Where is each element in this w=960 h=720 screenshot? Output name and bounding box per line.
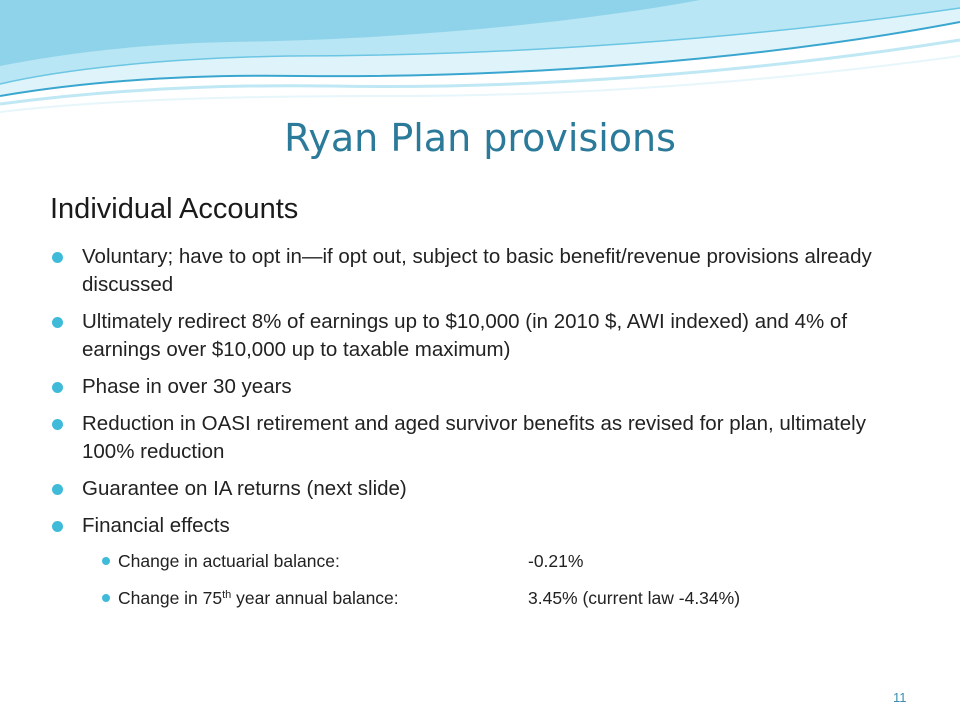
sub-bullet-item [50, 586, 900, 610]
sub-bullet-value: 3.45% (current law -4.34%) [528, 588, 741, 608]
bullet-item [50, 373, 900, 401]
bullet-dot-icon [52, 252, 63, 263]
bullet-text: Guarantee on IA returns (next slide) [82, 477, 407, 500]
bullet-item [50, 243, 900, 299]
slide-subtitle: Individual Accounts [50, 193, 299, 225]
bullet-text: Reduction in OASI retirement and aged survivor benefits as revised for plan, ultimately 100% reduction [82, 412, 866, 463]
sub-bullet-dot-icon [102, 557, 110, 565]
bullet-item [50, 410, 900, 466]
bullet-dot-icon [52, 382, 63, 393]
slide-title: Ryan Plan provisions [284, 116, 676, 160]
bullet-text: Voluntary; have to opt in—if opt out, subject to basic benefit/revenue provisions already discussed [82, 245, 872, 296]
sub-bullet-item [50, 549, 900, 573]
sub-bullet-dot-icon [102, 594, 110, 602]
bullet-text: Phase in over 30 years [82, 375, 292, 398]
bullet-item [50, 475, 900, 503]
bullet-item [50, 308, 900, 364]
slide-number: 11 [893, 690, 907, 705]
bullet-dot-icon [52, 419, 63, 430]
sub-bullet-value: -0.21% [528, 551, 584, 571]
bullet-item [50, 512, 900, 540]
sub-bullet-label: Change in 75th year annual balance: [118, 588, 399, 608]
bullet-text: Financial effects [82, 514, 230, 537]
bullet-list [50, 243, 900, 623]
bullet-dot-icon [52, 521, 63, 532]
bullet-dot-icon [52, 484, 63, 495]
sub-bullet-label: Change in actuarial balance: [118, 551, 340, 571]
bullet-text: Ultimately redirect 8% of earnings up to $10,000 (in 2010 $, AWI indexed) and 4% of earnings over $10,000 up to taxable maximum) [82, 310, 848, 361]
bullet-dot-icon [52, 317, 63, 328]
header-wave-decoration [0, 0, 960, 120]
